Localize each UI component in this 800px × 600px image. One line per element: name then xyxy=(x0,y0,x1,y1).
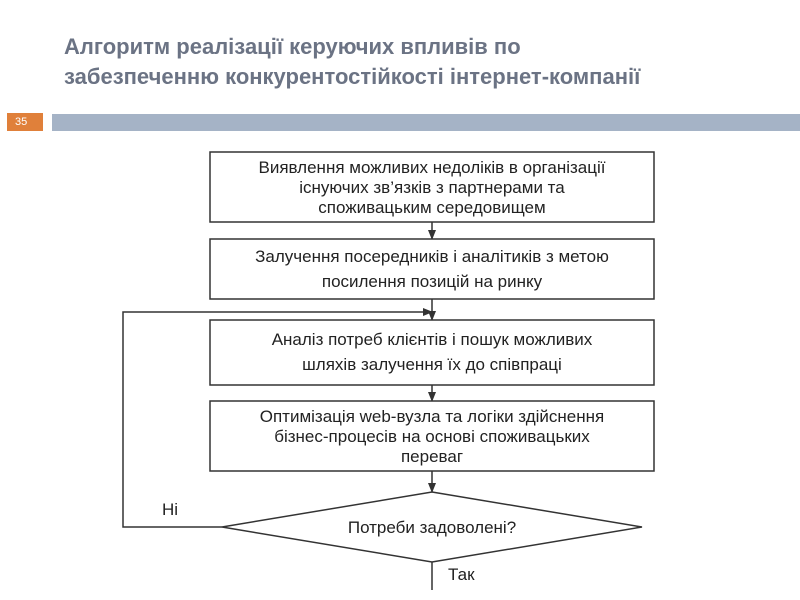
flow-step-4 xyxy=(210,401,654,471)
flow-step-4-line-3: переваг xyxy=(400,447,464,466)
slide-title-line-2: забезпеченню конкурентостійкості інтернет-компанії xyxy=(64,64,641,89)
decision-no-label: Ні xyxy=(162,500,179,519)
flow-step-1 xyxy=(210,152,654,222)
flow-step-1-line-2: існуючих зв’язків з партнерами та xyxy=(299,178,565,197)
flow-step-1-line-1: Виявлення можливих недоліків в організації xyxy=(258,158,606,177)
flow-step-4-line-2: бізнес-процесів на основі споживацьких xyxy=(274,427,590,446)
flow-step-2-line-1: Залучення посередників і аналітиків з метою xyxy=(255,247,609,266)
slide-number-badge: 35 xyxy=(7,113,43,131)
flow-step-2-line-2: посилення позицій на ринку xyxy=(321,272,543,291)
decision-label: Потреби задоволені? xyxy=(347,518,517,537)
flow-step-4-line-1: Оптимізація web-вузла та логіки здійснення xyxy=(259,407,605,426)
flow-decision xyxy=(222,492,642,562)
flow-step-3-line-2: шляхів залучення їх до співпраці xyxy=(302,355,562,374)
flow-step-3 xyxy=(210,320,654,385)
decision-yes-label: Так xyxy=(448,565,475,584)
flow-step-1-line-3: споживацьким середовищем xyxy=(318,198,546,217)
flow-step-3-line-1: Аналіз потреб клієнтів і пошук можливих xyxy=(271,330,593,349)
flow-step-2 xyxy=(210,239,654,299)
slide-title-line-1: Алгоритм реалізації керуючих впливів по xyxy=(64,34,521,59)
